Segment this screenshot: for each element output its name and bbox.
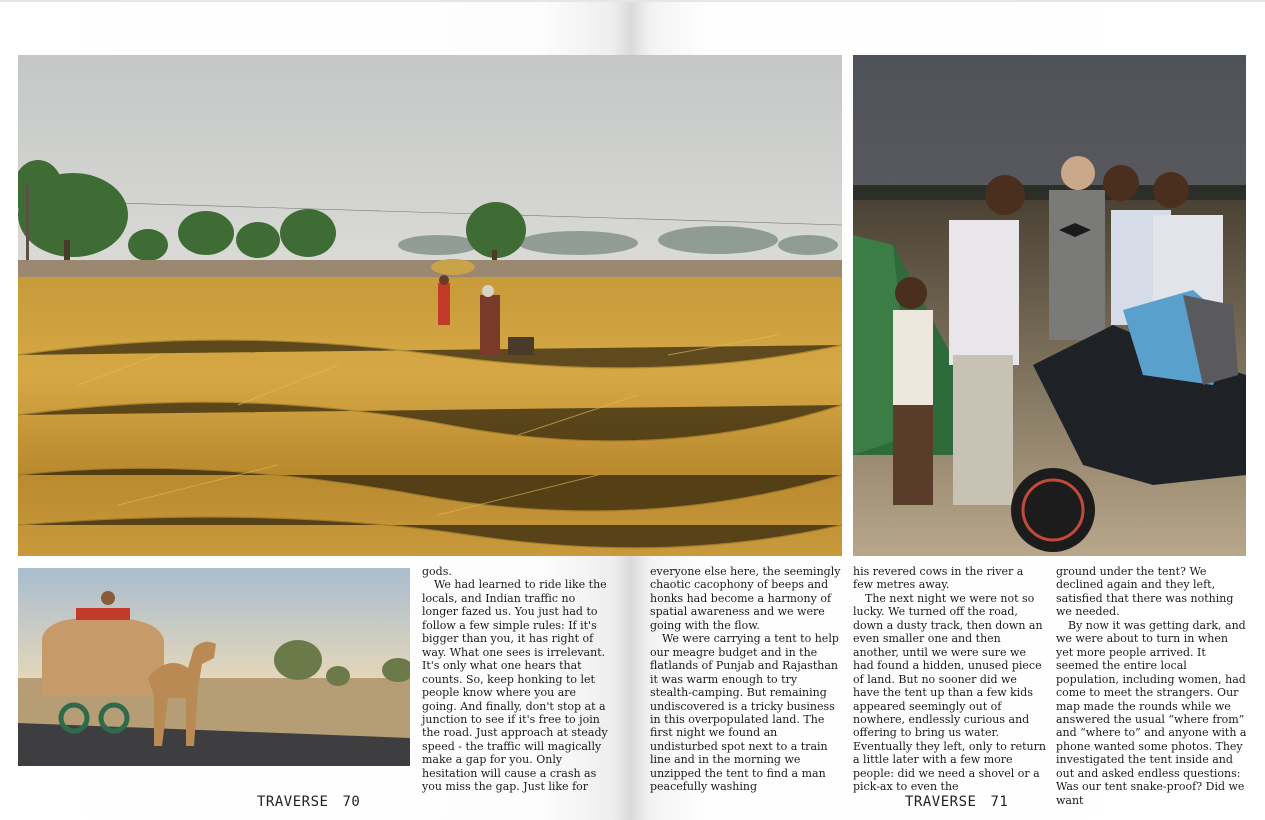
magazine-name: TRAVERSE [257,794,329,810]
page-top-edge [0,0,1265,2]
footer-left [257,794,360,810]
footer-right [905,794,1008,810]
paragraph: gods. [422,565,452,578]
text-column-3 [853,565,1046,794]
tent-night-photo [853,55,1246,556]
magazine-name: TRAVERSE [905,794,977,810]
camel-cart-photo [18,568,410,766]
text-column-1 [422,565,614,794]
text-column-2 [650,565,842,794]
page-number: 71 [990,794,1009,810]
paragraph: everyone else here, the seemingly chaotic cacophony of beeps and honks had become a harmony of spatial awareness and we were going with the flow. [650,565,841,632]
page-number: 70 [342,794,361,810]
harvest-field-photo [18,55,842,556]
paragraph: his revered cows in the river a few metres away. [853,565,1024,592]
paragraph: The next night we were not so lucky. We turned off the road, down a dusty track, then down an even smaller one and then another, until we were sure we had found a hidden, unused piece of land. But no sooner did we have the tent up than a few kids appeared seemingly out of nowhere, endlessly curious and offering to bring us water. Eventually they left, only to return a little later with a few more people: did we need a shovel or a pick-ax to even the [853,591,1046,794]
paragraph: We were carrying a tent to help our meagre budget and in the flatlands of Punjab and Rajasthan it was warm enough to try stealth-camping. But remaining undiscovered is a tricky business in this overpopulated land. The first night we found an undisturbed spot next to a train line and in the morning we unzipped the tent to find a man peacefully washing [650,632,839,794]
paragraph: By now it was getting dark, and we were about to turn in when yet more people arrived. It seemed the entire local population, including women, had come to meet the strangers. Our map made the rounds while we answered the usual “where from” and “where to” and anyone with a phone wanted some photos. They investigated the tent inside and out and asked endless questions: Was our tent snake-proof? Did we want [1056,618,1247,807]
text-column-4 [1056,565,1248,807]
paragraph: We had learned to ride like the locals, and Indian traffic no longer fazed us. You just had to follow a few simple rules: If it's bigger than you, it has right of way. What one sees is irrelevant. It's only what one hears that counts. So, keep honking to let people know where you are going. And finally, don't stop at a junction to see if it's free to join the road. Just approach at steady speed - the traffic will magically make a gap for you. Only hesitation will cause a crash as you miss the gap. Just like for [422,578,608,794]
paragraph: ground under the tent? We declined again and they left, satisfied that there was nothing we needed. [1056,565,1234,619]
